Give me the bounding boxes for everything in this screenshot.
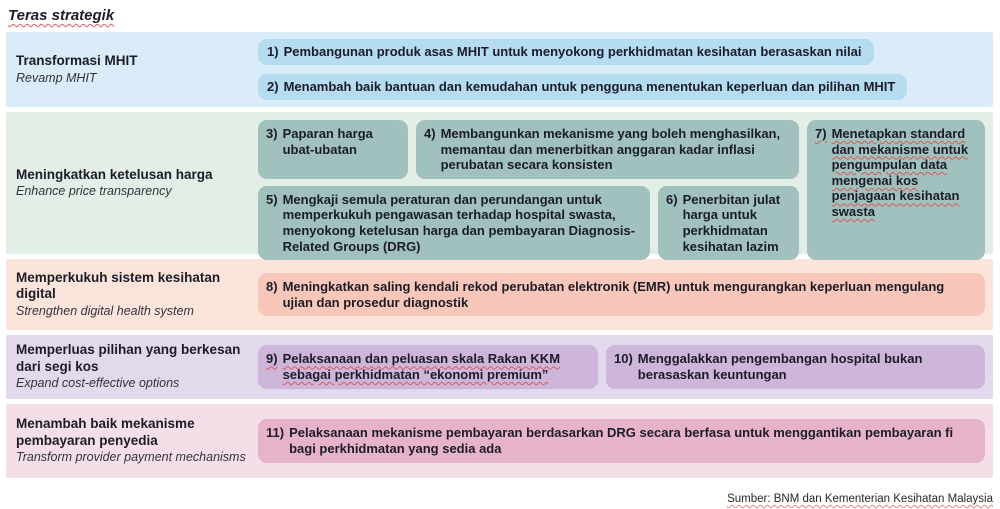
source-note: Sumber: BNM dan Kementerian Kesihatan Malaysia bbox=[727, 493, 993, 505]
item-9-box bbox=[258, 345, 598, 388]
item-11-number: 11) bbox=[266, 425, 285, 441]
item-3-text: Paparan harga ubat-ubatan bbox=[282, 126, 373, 157]
item-5-number: 5) bbox=[266, 191, 278, 207]
item-1-box bbox=[258, 39, 874, 65]
item-7-number: 7) bbox=[815, 126, 827, 141]
row-3-content bbox=[258, 259, 993, 330]
item-7-text: Menetapkan standard dan mekanisme untuk pengumpulan data mengenai kos penjagaan kesihatan swasta bbox=[831, 126, 969, 219]
row-ketelusan-harga bbox=[6, 112, 993, 254]
row-5-label-en: Transform provider payment mechanisms bbox=[16, 450, 246, 465]
row-5-content bbox=[258, 404, 993, 478]
item-8-box bbox=[258, 273, 985, 316]
row-4-label bbox=[6, 335, 258, 399]
item-5-text: Mengkaji semula peraturan dan perundangan untuk memperkukuh pengawasan terhadap hospital swasta, menyokong ketelusan harga dan pembayaran Diagnosis-Related Groups (DRG) bbox=[282, 191, 636, 254]
row-4-label-my: Memperluas pilihan yang berkesan dari segi kos bbox=[16, 342, 241, 374]
row-1-label-en: Revamp MHIT bbox=[16, 70, 97, 85]
item-6-number: 6) bbox=[666, 191, 678, 207]
row-pilihan-berkesan-kos bbox=[6, 335, 993, 399]
row-4-label-en: Expand cost-effective options bbox=[16, 376, 180, 391]
item-11-text: Pelaksanaan mekanisme pembayaran berdasarkan DRG secara berfasa untuk menggantikan pembayaran fi bagi perkhidmatan yang sedia ada bbox=[289, 425, 954, 456]
row-transformasi-mhit bbox=[6, 32, 993, 107]
row-1-label bbox=[6, 32, 258, 107]
row-1-content bbox=[258, 32, 993, 107]
item-11-box bbox=[258, 419, 985, 462]
row-2-content bbox=[258, 112, 993, 254]
item-6-box bbox=[658, 186, 799, 260]
row-3-label bbox=[6, 259, 258, 330]
row-pembayaran-penyedia bbox=[6, 404, 993, 478]
item-8-text: Meningkatkan saling kendali rekod perubatan elektronik (EMR) untuk mengurangkan keperluan mengulang ujian dan prosedur diagnostik bbox=[282, 278, 945, 310]
row-4-content bbox=[258, 335, 993, 399]
item-5-box bbox=[258, 186, 650, 260]
item-7-box bbox=[807, 120, 985, 260]
page-title: Teras strategik bbox=[8, 7, 115, 24]
item-9-number: 9) bbox=[266, 351, 278, 367]
row-kesihatan-digital bbox=[6, 259, 993, 330]
item-1-text: Pembangunan produk asas MHIT untuk menyokong perkhidmatan kesihatan berasaskan nilai bbox=[283, 44, 862, 60]
item-8-number: 8) bbox=[266, 278, 278, 294]
row-5-label-my: Menambah baik mekanisme pembayaran penyedia bbox=[16, 416, 195, 448]
item-4-text: Membangunkan mekanisme yang boleh menghasilkan, memantau dan menerbitkan anggaran kadar inflasi perubatan secara konsisten bbox=[440, 126, 781, 173]
item-1-number: 1) bbox=[267, 44, 279, 60]
row-2-label bbox=[6, 112, 258, 254]
item-2-text: Menambah baik bantuan dan kemudahan untuk pengguna menentukan keperluan dan pilihan MHIT bbox=[283, 79, 896, 94]
item-2-number: 2) bbox=[267, 79, 279, 94]
row-3-label-en: Strengthen digital health system bbox=[16, 303, 194, 318]
row-2-label-en: Enhance price transparency bbox=[16, 184, 172, 199]
item-10-text: Menggalakkan pengembangan hospital bukan berasaskan keuntungan bbox=[637, 351, 923, 382]
item-3-number: 3) bbox=[266, 126, 278, 141]
item-4-box bbox=[416, 120, 799, 179]
row-1-label-my: Transformasi MHIT bbox=[16, 53, 138, 69]
item-10-box bbox=[606, 345, 985, 388]
row-3-label-my: Memperkukuh sistem kesihatan digital bbox=[16, 269, 221, 302]
item-6-text: Penerbitan julat harga untuk perkhidmatan kesihatan lazim bbox=[682, 191, 781, 254]
item-2-box bbox=[258, 74, 907, 100]
item-10-number: 10) bbox=[614, 351, 633, 367]
item-9-text: Pelaksanaan dan peluasan skala Rakan KKM sebagai perkhidmatan “ekonomi premium” bbox=[282, 351, 561, 382]
row-5-label bbox=[6, 404, 258, 478]
row-2-label-my: Meningkatkan ketelusan harga bbox=[16, 166, 213, 182]
item-4-number: 4) bbox=[424, 126, 436, 141]
item-3-box bbox=[258, 120, 408, 179]
